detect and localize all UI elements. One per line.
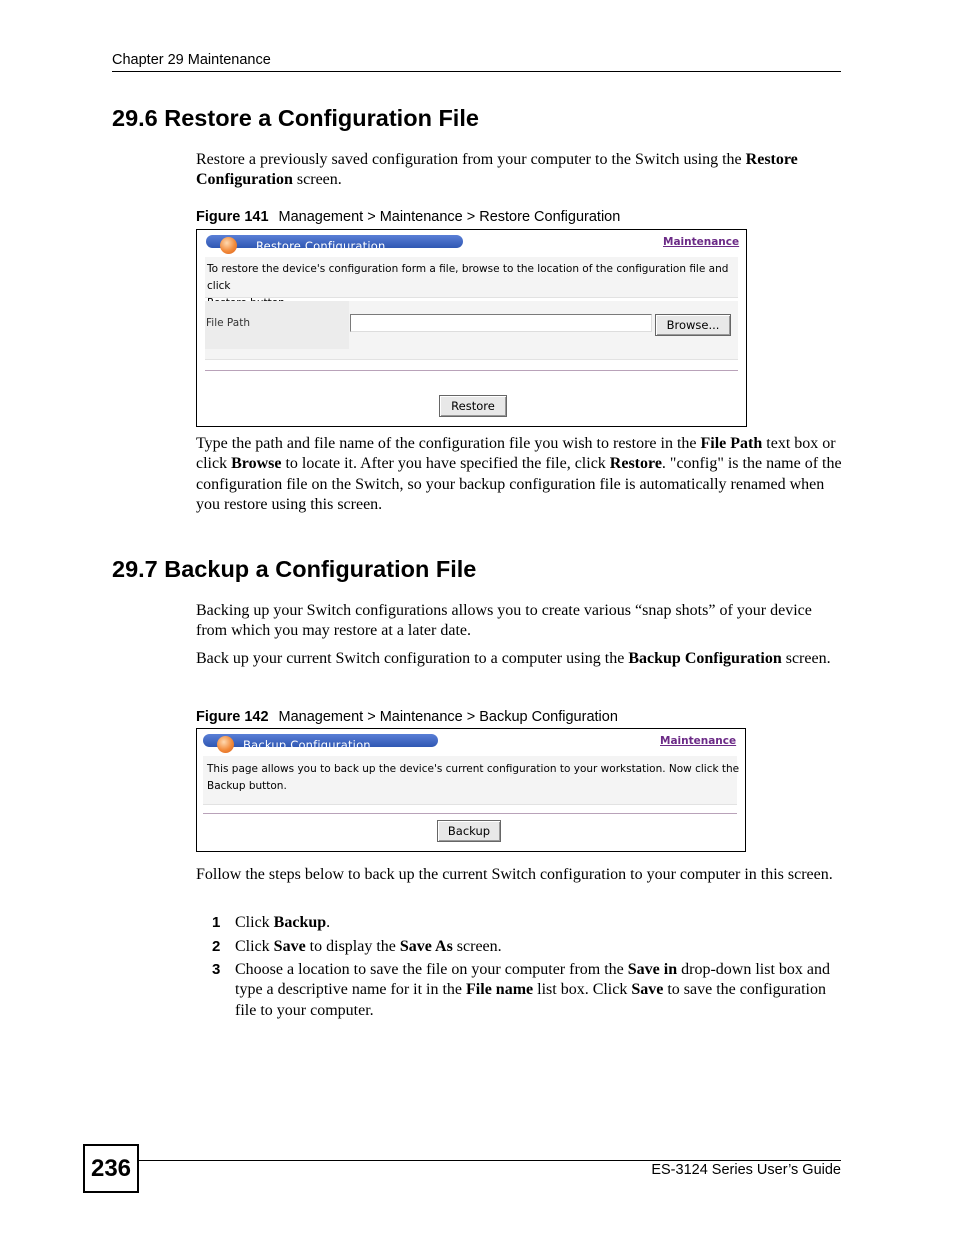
header-rule	[112, 71, 841, 72]
description-text: This page allows you to back up the device's current configuration to your workstation. Now click the Backup button.	[207, 763, 740, 792]
restore-after-paragraph: Type the path and file name of the configuration file you wish to restore in the File Path text box or click Browse to locate it. After you have specified the file, click Restore. "config" is the name of the configuration file on the Switch, so your backup configuration file is automatically renamed when you restore using this screen.	[196, 435, 842, 513]
figure-142-caption	[196, 709, 618, 725]
page-number: 236	[83, 1144, 139, 1193]
figure-141-caption	[196, 209, 620, 225]
section-heading-restore: 29.6 Restore a Configuration File	[112, 105, 479, 131]
maintenance-link[interactable]: Maintenance	[660, 735, 737, 747]
maintenance-link[interactable]: Maintenance	[663, 236, 740, 248]
backup-paragraph-1: Backing up your Switch configurations allows you to create various “snap shots” of your device from which you may restore at a later date.	[196, 602, 812, 640]
step-text: Click Save to display the Save As screen.	[235, 938, 502, 955]
screen-title: Restore Configuration	[256, 239, 386, 253]
description-text: To restore the device's configuration form a file, browse to the location of the configuration file and click	[207, 263, 729, 292]
file-path-label: File Path	[206, 317, 250, 329]
step-number: 3	[212, 961, 221, 978]
screen-title-bar	[203, 734, 438, 752]
step-number: 2	[212, 938, 221, 955]
footer-rule	[139, 1160, 841, 1161]
restore-intro-paragraph: Restore a previously saved configuration from your computer to the Switch using the Restore Configuration screen.	[196, 151, 798, 189]
divider	[205, 370, 738, 371]
restore-button[interactable]: Restore	[439, 395, 507, 417]
backup-configuration-screenshot	[196, 728, 746, 852]
orange-ball-icon	[217, 736, 234, 753]
file-path-input[interactable]	[350, 314, 652, 332]
screen-title-bar	[206, 235, 463, 253]
section-heading-backup: 29.7 Backup a Configuration File	[112, 556, 477, 582]
step-text: Choose a location to save the file on your computer from the Save in drop-down list box and type a descriptive name for it in the File name list box. Click Save to save the configuration file to your computer.	[235, 961, 830, 1019]
orange-ball-icon	[220, 237, 237, 254]
figure-label: Figure 142	[196, 709, 269, 725]
guide-title: ES-3124 Series User’s Guide	[651, 1162, 841, 1178]
step-number: 1	[212, 914, 221, 931]
figure-title: Management > Maintenance > Backup Configuration	[278, 709, 618, 725]
steps-intro-paragraph: Follow the steps below to back up the current Switch configuration to your computer in this screen.	[196, 866, 833, 883]
figure-label: Figure 141	[196, 209, 269, 225]
divider	[203, 813, 737, 814]
step-text: Click Backup.	[235, 914, 331, 931]
backup-paragraph-2: Back up your current Switch configuration to a computer using the Backup Configuration screen.	[196, 650, 831, 667]
figure-title: Management > Maintenance > Restore Configuration	[278, 209, 621, 225]
running-head: Chapter 29 Maintenance	[112, 52, 271, 68]
browse-button[interactable]: Browse...	[655, 314, 731, 336]
screen-title: Backup Configuration	[243, 738, 371, 752]
backup-button[interactable]: Backup	[437, 820, 501, 842]
restore-configuration-screenshot	[196, 229, 747, 427]
